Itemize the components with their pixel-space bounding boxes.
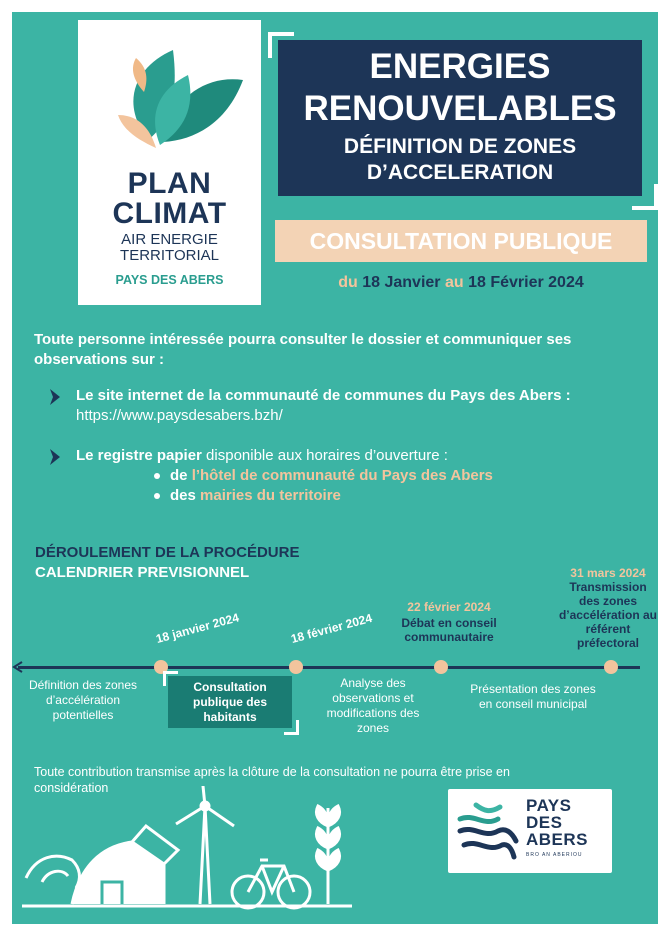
timeline-date-2: 18 février 2024 [289,610,374,646]
notice-text: Toute contribution transmise après la clôture de la consultation ne pourra être prise en considération [34,765,510,795]
dates-au: au [444,274,464,291]
paa-line-3: ABERS [526,830,589,849]
timeline-date-4-text: Transmission des zones d’accélération au référent préfectoral [558,580,658,650]
title-line-1: ENERGIES [369,47,551,86]
bullet-website [52,386,622,426]
dates-start: 18 Janvier [357,274,445,291]
plan-climat-logo [78,20,261,305]
bullet-dot-icon [154,493,160,499]
paa-line-1: PAYS [526,796,572,815]
title-line-3: DÉFINITION DE ZONES [343,135,577,158]
consult-box-corner [284,720,299,735]
paa-name [526,797,588,848]
title-line-2: RENOUVELABLES [303,89,617,128]
timeline-step-1: Définition des zones d’accélération potentielles [28,678,138,722]
consultation-banner: CONSULTATION PUBLIQUE [275,220,647,262]
timeline-date-1: 18 janvier 2024 [154,610,241,646]
leaves-icon [78,20,261,170]
logo-air-energie: AIR ENERGIE [121,231,218,248]
landscape-illustration [22,786,352,916]
timeline-line [18,666,640,669]
logo-territorial: TERRITORIAL [120,247,219,264]
bullet-website-bold: Le site internet de la communauté de communes du Pays des Abers : [76,387,571,404]
title-corner-bottom-right [632,184,658,210]
dates-du: du [338,274,358,291]
bullet-website-url: https://www.paysdesabers.bzh/ [76,407,283,424]
logo-pays-des-abers: PAYS DES ABERS [115,273,224,287]
sub-item-hotel [154,466,493,486]
consultation-dates [275,274,647,292]
waves-icon [454,797,524,867]
timeline-date-3-text: Débat en conseil communautaire [401,616,497,644]
logo-climat: CLIMAT [112,197,227,230]
timeline-step-2 [168,676,292,728]
chevron-right-icon [48,448,62,466]
pays-des-abers-logo [448,789,612,873]
timeline-node-4 [604,660,618,674]
bullet-registre-bold: Le registre papier [76,447,202,464]
paa-tagline: BRO AN ABERIOU [526,852,583,858]
bullet-registre-rest: disponible aux horaires d’ouverture : [201,447,448,464]
timeline-step-2-text: Consultation publique des habitants [192,680,267,724]
procedure-title: DÉROULEMENT DE LA PROCÉDURE [35,544,300,561]
logo-plan: PLAN [127,167,212,200]
timeline-node-3 [434,660,448,674]
title-line-4: D’ACCELERATION [366,161,554,184]
poster [12,12,658,924]
sub-hotel-place: l’hôtel de communauté du Pays des Abers [191,467,493,484]
title-box [278,40,642,196]
timeline-date-3: 22 février 2024 [407,600,491,614]
dates-end: 18 Février 2024 [463,274,584,291]
bullet-registre [52,446,622,466]
chevron-right-icon [48,388,62,406]
procedure-subtitle: CALENDRIER PREVISIONNEL [35,564,250,581]
timeline-node-2 [289,660,303,674]
timeline-arrow-icon [12,661,24,673]
sub-mairies-place: mairies du territoire [200,487,341,504]
timeline-step-4: Présentation des zones en conseil municipal [470,682,596,711]
sub-mairies-prefix: des [170,487,201,504]
timeline-date-4: 31 mars 2024 [570,566,646,580]
paa-line-2: DES [526,813,563,832]
timeline-step-3: Analyse des observations et modifications des zones [326,676,420,735]
sub-hotel-prefix: de [170,467,192,484]
bullet-dot-icon [154,473,160,479]
sub-item-mairies [154,486,341,506]
intro-text: Toute personne intéressée pourra consulter le dossier et communiquer ses observations sur : [34,331,572,368]
